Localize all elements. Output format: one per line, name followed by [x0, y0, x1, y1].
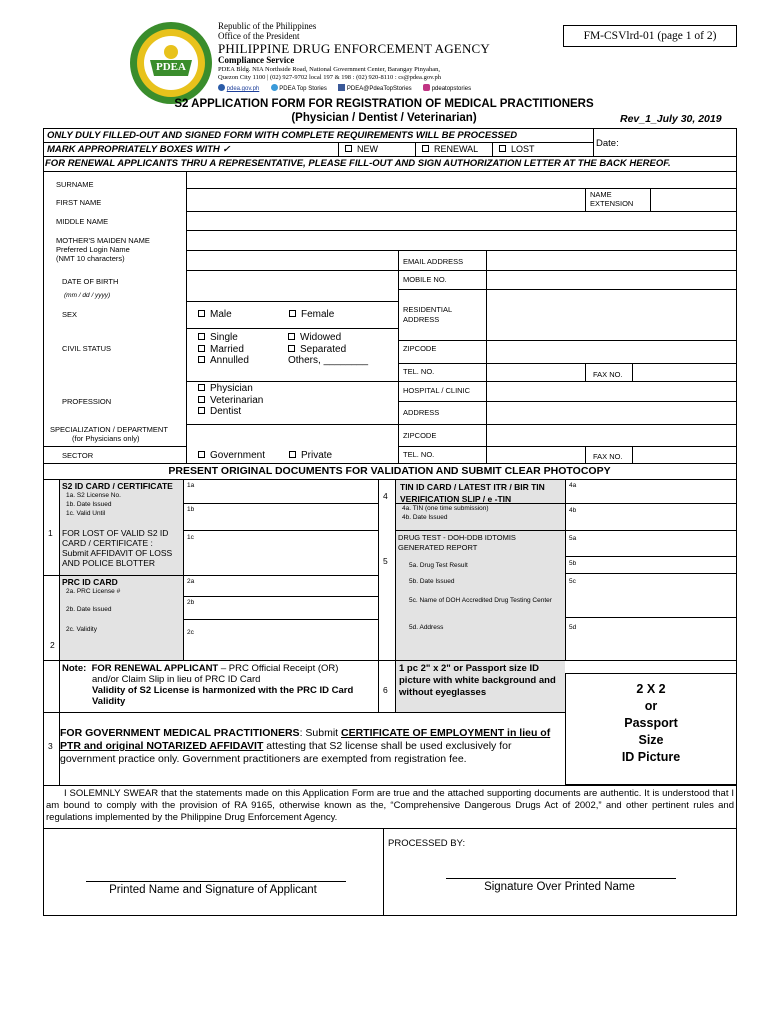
- form-code: FM-CSVlrd-01 (page 1 of 2): [563, 25, 737, 47]
- date-label: Date:: [596, 138, 619, 149]
- checkbox-box[interactable]: [198, 384, 205, 391]
- revision: Rev_1_July 30, 2019: [620, 113, 722, 125]
- notice-renewal-representative: FOR RENEWAL APPLICANTS THRU A REPRESENTATIVE, PLEASE FILL-OUT AND SIGN AUTHORIZATION LETTER AT THE BACK HEREOF.: [45, 158, 671, 169]
- facebook-icon: [338, 84, 345, 91]
- tel-label-2: TEL. NO.: [403, 450, 435, 459]
- checkbox-box[interactable]: [198, 310, 205, 317]
- checkbox-box[interactable]: [198, 356, 205, 363]
- checkbox-box[interactable]: [289, 310, 296, 317]
- sex-label: SEX: [62, 310, 78, 319]
- twitter-handle: PDEA Top Stories: [279, 86, 327, 92]
- login-name-label: Preferred Login Name: [56, 245, 130, 254]
- photo-box-line3: Passport: [624, 716, 678, 730]
- civil-single-checkbox[interactable]: Single: [198, 332, 238, 343]
- code-5d: 5d: [569, 624, 577, 631]
- doc-number-3: 3: [48, 741, 53, 751]
- code-1a: 1a: [187, 482, 195, 489]
- header-office: Office of the President: [218, 31, 300, 41]
- processed-by-label: PROCESSED BY:: [388, 838, 466, 849]
- tin-4b-label: 4b. Date Issued: [402, 514, 448, 521]
- applicant-signature-line[interactable]: [86, 881, 346, 882]
- photo-box-line2: or: [644, 699, 658, 713]
- renewal-note: Note: FOR RENEWAL APPLICANT – PRC Official Receipt (OR) and/or Claim Slip in lieu of PRC ID Card Validity of S2 License is harmonized with the PRC ID Card Validity: [62, 663, 354, 707]
- code-4b: 4b: [569, 507, 577, 514]
- facebook-handle: PDEA@PdeaTopStories: [346, 86, 412, 92]
- photo-box[interactable]: [565, 673, 736, 785]
- drug-test-title: DRUG TEST - DOH-DDB IDTOMIS GENERATED REPORT: [398, 533, 516, 552]
- code-1c: 1c: [187, 534, 194, 541]
- checkbox-box[interactable]: [198, 345, 205, 352]
- doc-number-2: 2: [50, 640, 55, 650]
- civil-widowed-checkbox[interactable]: Widowed: [288, 332, 341, 343]
- code-2a: 2a: [187, 578, 195, 585]
- profession-veterinarian-checkbox[interactable]: Veterinarian: [198, 395, 263, 406]
- type-new-checkbox[interactable]: NEW: [345, 144, 378, 154]
- checkbox-box[interactable]: [345, 145, 352, 152]
- code-2c: 2c: [187, 629, 194, 636]
- prc-2c-label: 2c. Validity: [66, 626, 97, 633]
- checkbox-box[interactable]: [198, 451, 205, 458]
- fax-label: FAX NO.: [593, 370, 623, 379]
- type-lost-checkbox[interactable]: LOST: [499, 144, 535, 154]
- dob-label: DATE OF BIRTH: [62, 277, 119, 286]
- government-practitioners-note: FOR GOVERNMENT MEDICAL PRACTITIONERS: Submit CERTIFICATE OF EMPLOYMENT in lieu of PTR and original NOTARIZED AFFIDAVIT attesting that S2 license shall be used exclusively for government practice only. Government practitioners are exempted from registration fee.: [60, 727, 551, 765]
- officer-signature-label: Signature Over Printed Name: [484, 881, 635, 893]
- photo-box-line4: Size: [638, 733, 664, 747]
- sector-government-checkbox[interactable]: Government: [198, 450, 265, 461]
- code-4a: 4a: [569, 482, 577, 489]
- drug-5b-label: 5b. Date Issued: [409, 578, 455, 585]
- s2-1b-label: 1b. Date Issued: [66, 501, 112, 508]
- profession-physician-checkbox[interactable]: Physician: [198, 383, 253, 394]
- header-republic: Republic of the Philippines: [218, 21, 317, 31]
- civil-annulled-checkbox[interactable]: Annulled: [198, 355, 249, 366]
- photo-box-line5: ID Picture: [621, 750, 681, 764]
- officer-signature-line[interactable]: [446, 878, 676, 879]
- civil-others-field[interactable]: Others, ________: [288, 355, 369, 366]
- checkbox-box[interactable]: [198, 407, 205, 414]
- notice-mark-boxes: MARK APPROPRIATELY BOXES WITH ✓: [47, 144, 231, 155]
- residential-address-label: RESIDENTIAL ADDRESS: [403, 305, 452, 324]
- instagram-handle: pdeatopstories: [431, 86, 472, 92]
- profession-dentist-checkbox[interactable]: Dentist: [198, 406, 241, 417]
- civil-married-checkbox[interactable]: Married: [198, 344, 244, 355]
- prc-card-title: PRC ID CARD: [62, 577, 118, 587]
- pdea-logo: [128, 20, 214, 106]
- civil-separated-checkbox[interactable]: Separated: [288, 344, 346, 355]
- login-name-note: (NMT 10 characters): [56, 254, 125, 263]
- name-extension-label: NAME EXTENSION: [590, 190, 634, 208]
- doc-number-5: 5: [383, 556, 388, 566]
- drug-5d-label: 5d. Address: [409, 624, 444, 631]
- notice-complete-requirements: ONLY DULY FILLED-OUT AND SIGNED FORM WITH COMPLETE REQUIREMENTS WILL BE PROCESSED: [47, 130, 518, 141]
- tel-label: TEL. NO.: [403, 367, 435, 376]
- doc-number-6: 6: [383, 685, 388, 695]
- mobile-label: MOBILE NO.: [403, 275, 447, 284]
- twitter-icon: [271, 84, 278, 91]
- header-social: [218, 84, 471, 92]
- s2-card-title: S2 ID CARD / CERTIFICATE: [62, 481, 173, 491]
- dob-format: (mm / dd / yyyy): [64, 292, 111, 299]
- s2-1c-label: 1c. Valid Until: [66, 510, 106, 517]
- sex-female-checkbox[interactable]: Female: [289, 309, 334, 320]
- s2-lost-note: FOR LOST OF VALID S2 ID CARD / CERTIFICATE : Submit AFFIDAVIT OF LOSS AND POLICE BLOTTER: [62, 528, 173, 568]
- code-5c: 5c: [569, 578, 576, 585]
- first-name-label: FIRST NAME: [56, 198, 102, 207]
- website-link[interactable]: pdea.gov.ph: [226, 86, 260, 92]
- code-5b: 5b: [569, 560, 577, 567]
- header-service: Compliance Service: [218, 55, 295, 65]
- checkbox-box[interactable]: [288, 333, 295, 340]
- sex-male-checkbox[interactable]: Male: [198, 309, 232, 320]
- code-1b: 1b: [187, 506, 195, 513]
- logo-text: PDEA: [156, 61, 186, 73]
- checkbox-box[interactable]: [499, 145, 506, 152]
- checkbox-box[interactable]: [198, 333, 205, 340]
- surname-label: SURNAME: [56, 180, 94, 189]
- doc-number-1: 1: [48, 528, 53, 538]
- prc-2a-label: 2a. PRC License #: [66, 588, 121, 595]
- checkbox-box[interactable]: [422, 145, 429, 152]
- photo-box-line1: 2 X 2: [636, 682, 666, 696]
- civil-status-label: CIVIL STATUS: [62, 344, 112, 353]
- oath-statement: I SOLEMNLY SWEAR that the statements made on this Application Form are true and the attached supporting documents are authentic. It is understood that I am bound to comply with the provision of RA 9165, otherwise known as the, “Comprehensive Dangerous Drugs Act of 2002,” and other pertinent rules and regulations implemented by the Philippine Drug Enforcement Agency.: [46, 788, 734, 823]
- profession-label: PROFESSION: [62, 397, 112, 406]
- globe-icon: [218, 84, 225, 91]
- tin-4a-label: 4a. TIN (one time submission): [402, 505, 489, 512]
- instagram-icon: [423, 84, 430, 91]
- s2-1a-label: 1a. S2 License No.: [66, 492, 121, 499]
- doc-number-4: 4: [383, 491, 388, 501]
- code-5a: 5a: [569, 535, 577, 542]
- checkbox-box[interactable]: [288, 345, 295, 352]
- applicant-signature-label: Printed Name and Signature of Applicant: [109, 884, 317, 896]
- documents-header: PRESENT ORIGINAL DOCUMENTS FOR VALIDATION AND SUBMIT CLEAR PHOTOCOPY: [168, 465, 611, 477]
- email-label: EMAIL ADDRESS: [403, 257, 464, 266]
- hospital-label: HOSPITAL / CLINIC: [403, 386, 471, 395]
- code-2b: 2b: [187, 599, 195, 606]
- header-address2: Quezon City 1100 | (02) 927-9702 local 197 & 198 : (02) 920-8110 : cs@pdea.gov.ph: [218, 74, 442, 81]
- drug-5c-label: 5c. Name of DOH Accredited Drug Testing Center: [409, 597, 552, 604]
- form-subtitle: (Physician / Dentist / Veterinarian): [291, 112, 477, 124]
- type-renewal-checkbox[interactable]: RENEWAL: [422, 144, 478, 154]
- maiden-name-label: MOTHER'S MAIDEN NAME: [56, 236, 150, 245]
- fax-label-2: FAX NO.: [593, 452, 623, 461]
- checkbox-box[interactable]: [289, 451, 296, 458]
- zipcode-label-2: ZIPCODE: [403, 431, 437, 440]
- sector-label: SECTOR: [62, 451, 94, 460]
- photo-requirement: 1 pc 2" x 2" or Passport size ID picture with white background and without eyeglasses: [399, 663, 556, 698]
- middle-name-label: MIDDLE NAME: [56, 217, 109, 226]
- zipcode-label: ZIPCODE: [403, 344, 437, 353]
- specialization-label: SPECIALIZATION / DEPARTMENT: [50, 425, 168, 434]
- tin-title: TIN ID CARD / LATEST ITR / BIR TIN VERIFICATION SLIP / e -TIN: [400, 482, 545, 504]
- address-label: ADDRESS: [403, 408, 440, 417]
- checkbox-box[interactable]: [198, 396, 205, 403]
- specialization-note: (for Physicians only): [72, 434, 140, 443]
- header-address1: PDEA Bldg. NIA Northside Road, National Government Center, Barangay Pinyahan,: [218, 66, 440, 73]
- header-agency: PHILIPPINE DRUG ENFORCEMENT AGENCY: [218, 41, 490, 56]
- sector-private-checkbox[interactable]: Private: [289, 450, 332, 461]
- prc-2b-label: 2b. Date Issued: [66, 606, 112, 613]
- form-title: S2 APPLICATION FORM FOR REGISTRATION OF MEDICAL PRACTITIONERS: [174, 98, 594, 110]
- drug-5a-label: 5a. Drug Test Result: [409, 562, 468, 569]
